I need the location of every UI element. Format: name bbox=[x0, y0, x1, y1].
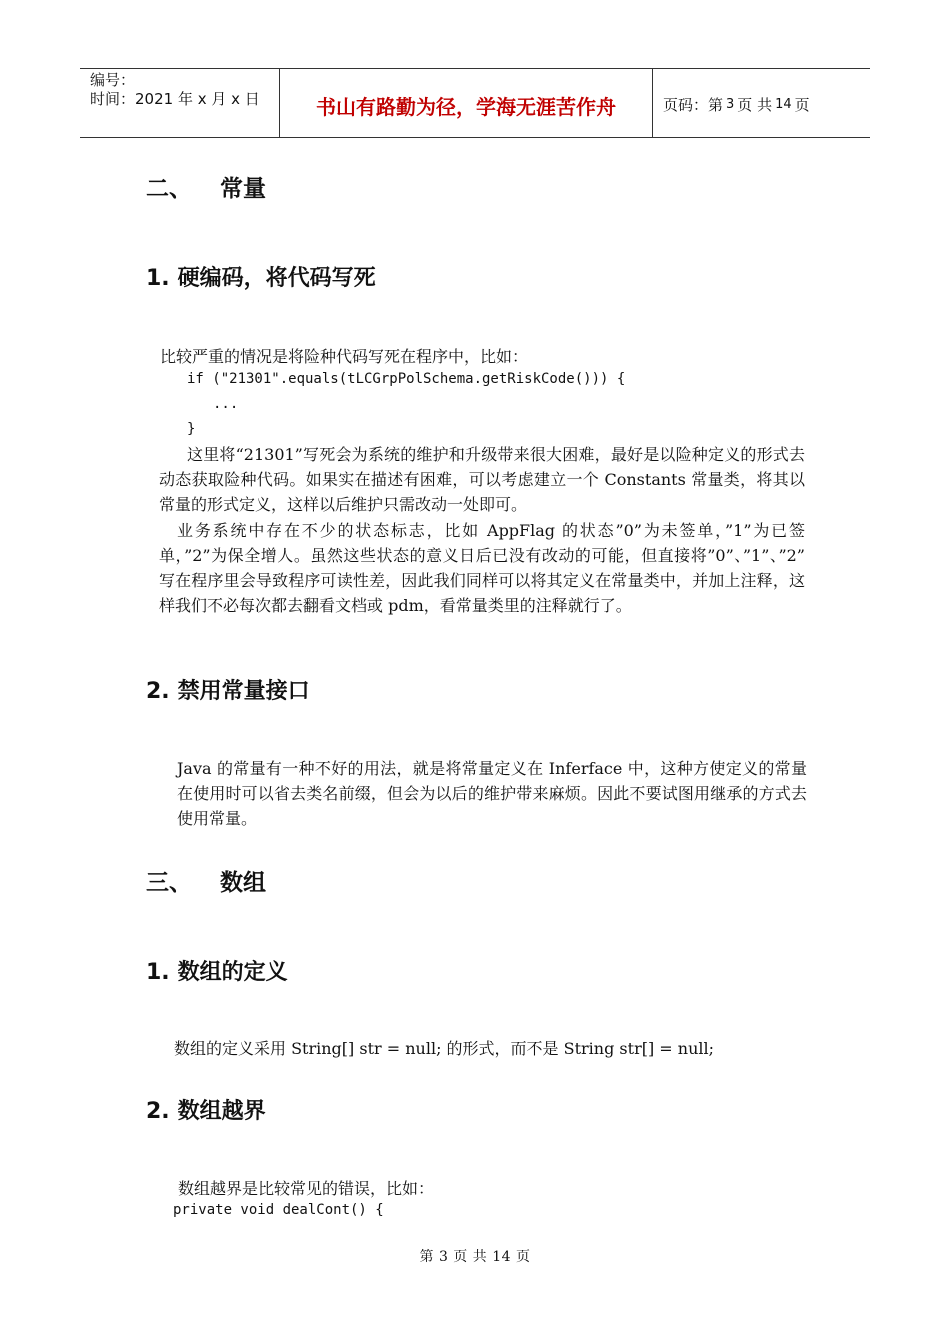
page-mid: 页 共 bbox=[737, 95, 773, 114]
section-title: 数组 bbox=[220, 870, 266, 896]
code-line-if: if ("21301".equals(tLCGrpPolSchema.getRiskCode())) { bbox=[187, 371, 626, 387]
header-motto: 书山有路勤为径，学海无涯苦作舟 bbox=[280, 69, 653, 137]
subheading-no-constant-interface bbox=[146, 674, 310, 705]
page-total: 14 bbox=[775, 96, 792, 112]
subheading-title: 数组越界 bbox=[177, 1099, 266, 1124]
serial-label: 编号： bbox=[90, 71, 136, 89]
code-line-close: } bbox=[187, 421, 196, 437]
hardcode-paragraph-2: 业务系统中存在不少的状态标志，比如 AppFlag 的状态”0”为未签单，”1”为已签单，”2”为保全增人。虽然这些状态的意义日后已没有改动的可能，但直接将”0”、”1”、”2” 写在程序里会导致程序可读性差，因此我们同样可以将其定义在常量类中，并加上注释，这样我们不必每次都去翻看文档或 pdm，看常量类里的注释就行了。 bbox=[159, 521, 805, 615]
subheading-number: 2. bbox=[146, 679, 170, 704]
constant-interface-paragraph: Java 的常量有一种不好的用法，就是将常量定义在 Inferface 中，这种方使定义的常量在使用时可以省去类名前缀，但会为以后的维护带来麻烦。因此不要试图用继承的方式去使用常量。 bbox=[177, 759, 807, 828]
section-title: 常量 bbox=[220, 176, 266, 202]
hardcode-paragraph-1: 这里将“21301”写死会为系统的维护和升级带来很大困难，最好是以险种定义的形式去动态获取险种代码。如果实在描述有困难，可以考虑建立一个 Constants 常量类，将其以常量的形式定义，这样以后维护只需改动一处即可。 bbox=[159, 445, 805, 514]
page-header bbox=[80, 68, 870, 138]
subheading-number: 2. bbox=[146, 1099, 170, 1124]
subheading-title: 禁用常量接口 bbox=[177, 679, 310, 704]
subheading-number: 1. bbox=[146, 960, 170, 985]
page-footer: 第 3 页 共 14 页 bbox=[419, 1249, 531, 1265]
page-suffix: 页 bbox=[794, 95, 810, 114]
code-line-method: private void dealCont() { bbox=[173, 1202, 384, 1218]
array-bounds-intro: 数组越界是比较常见的错误，比如： bbox=[178, 1179, 435, 1198]
section-number: 三、 bbox=[146, 870, 192, 896]
page-prefix: 页码：第 bbox=[663, 95, 724, 114]
section-number: 二、 bbox=[146, 176, 192, 202]
section-heading-arrays bbox=[146, 864, 266, 897]
hardcode-intro: 比较严重的情况是将险种代码写死在程序中，比如： bbox=[160, 347, 529, 366]
subheading-title: 数组的定义 bbox=[177, 960, 288, 985]
page-number: 3 bbox=[726, 96, 735, 112]
header-meta bbox=[80, 69, 280, 137]
code-line-ellipsis: ... bbox=[213, 396, 239, 412]
subheading-title: 硬编码，将代码写死 bbox=[177, 266, 376, 291]
subheading-array-definition bbox=[146, 955, 288, 986]
subheading-array-out-of-bounds bbox=[146, 1094, 266, 1125]
section-heading-constants bbox=[146, 170, 266, 203]
subheading-hardcode bbox=[146, 261, 376, 292]
subheading-number: 1. bbox=[146, 266, 170, 291]
time-label: 时间：2021 年 x 月 x 日 bbox=[90, 90, 260, 108]
array-definition-paragraph: 数组的定义采用 String[] str = null; 的形式，而不是 String str[] = null; bbox=[174, 1039, 715, 1058]
header-page-info bbox=[653, 69, 870, 137]
